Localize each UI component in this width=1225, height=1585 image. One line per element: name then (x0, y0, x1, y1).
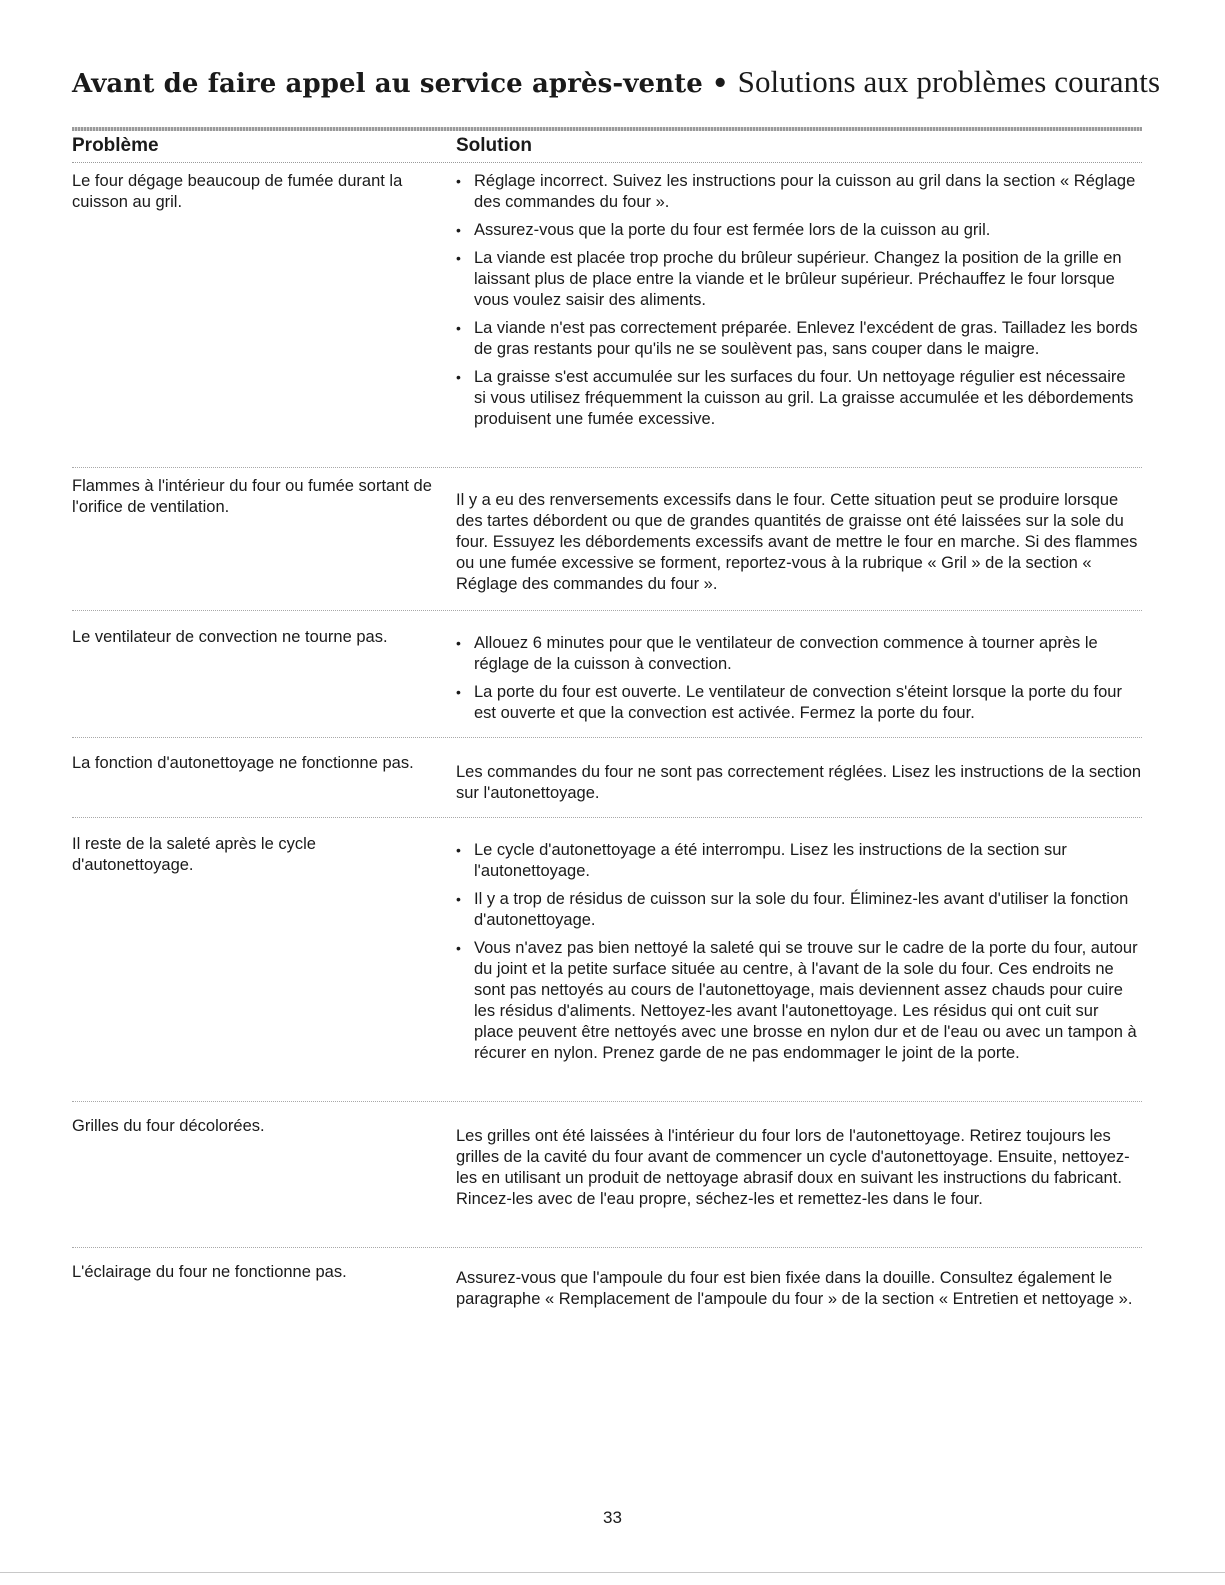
bullet-icon: • (456, 940, 461, 956)
solution-text: Allouez 6 minutes pour que le ventilateur de convection commence à tourner après le réglage de la cuisson à convection. (474, 634, 1098, 673)
title-separator-bullet: • (711, 69, 729, 99)
solution-text: Il y a trop de résidus de cuisson sur la sole du four. Éliminez-les avant d'utiliser la fonction d'autonettoyage. (474, 890, 1129, 929)
solution-text: Vous n'avez pas bien nettoyé la saleté qui se trouve sur le cadre de la porte du four, autour du joint et la petite surface située au centre, à l'avant de la sole du four. Ces endroits ne sont pas nettoyés au cours de l'autonettoyage, mais deviennent assez chauds pour cuire les résidus d'aliments. Nettoyez-les avant l'autonettoyage. Les résidus qui ont cuit sur place peuvent être nettoyés avec une brosse en nylon dur et de l'eau ou avec un tampon à récurer en nylon. Prenez garde de ne pas endommager le joint de la porte. (474, 939, 1138, 1062)
trouble-row (72, 738, 1142, 818)
bullet-icon: • (456, 369, 461, 385)
solution-list (456, 840, 1142, 1064)
solution-cell (456, 490, 1142, 595)
solution-cell (456, 762, 1142, 804)
solution-list (456, 633, 1142, 724)
solution-cell (456, 1268, 1142, 1310)
solution-text: La graisse s'est accumulée sur les surfaces du four. Un nettoyage régulier est nécessaire si vous utilisez fréquemment la cuisson au gril. La graisse accumulée et les débordements produisent une fumée excessive. (474, 368, 1134, 428)
solution-item (456, 318, 1142, 360)
trouble-row (72, 1102, 1142, 1248)
page-title-main: Avant de faire appel au service après-vente (72, 69, 703, 99)
column-header-problem: Problème (72, 135, 159, 156)
solution-text: La viande n'est pas correctement préparée. Enlevez l'excédent de gras. Tailladez les bords de gras restants pour qu'ils ne se soulèvent pas, sans couper dans le maigre. (474, 319, 1138, 358)
solution-text: Assurez-vous que la porte du four est fermée lors de la cuisson au gril. (474, 221, 991, 239)
solution-item (456, 840, 1142, 882)
column-header-solution: Solution (456, 135, 532, 156)
bullet-icon: • (456, 173, 461, 189)
title-divider (72, 127, 1142, 131)
bullet-icon: • (456, 250, 461, 266)
solution-item (456, 889, 1142, 931)
solution-text: Réglage incorrect. Suivez les instructions pour la cuisson au gril dans la section « Réglage des commandes du four ». (474, 172, 1136, 211)
trouble-row (72, 1248, 1142, 1348)
solution-text: Les grilles ont été laissées à l'intérieur du four lors de l'autonettoyage. Retirez toujours les grilles de la cavité du four avant de commencer un cycle d'autonettoyage. Ensuite, nettoyez-les en utilisant un produit de nettoyage abrasif doux en suivant les instructions du fabricant. Rincez-les avec de l'eau propre, séchez-les et remettez-les dans le four. (456, 1127, 1130, 1208)
problem-text: Le ventilateur de convection ne tourne pas. (72, 628, 388, 646)
problem-text: L'éclairage du four ne fonctionne pas. (72, 1263, 347, 1281)
trouble-row (72, 818, 1142, 1102)
trouble-row (72, 163, 1142, 468)
solution-item (456, 367, 1142, 430)
solution-text: La viande est placée trop proche du brûleur supérieur. Changez la position de la grille en laissant plus de place entre la viande et le brûleur supérieur. Préchauffez le four lorsque vous voulez saisir des aliments. (474, 249, 1122, 309)
solution-item (456, 633, 1142, 675)
solution-text: Le cycle d'autonettoyage a été interrompu. Lisez les instructions de la section sur l'autonettoyage. (474, 841, 1067, 880)
bullet-icon: • (456, 222, 461, 238)
problem-text: Grilles du four décolorées. (72, 1117, 265, 1135)
trouble-row (72, 468, 1142, 611)
bullet-icon: • (456, 684, 461, 700)
bullet-icon: • (456, 891, 461, 907)
solution-list (456, 171, 1142, 430)
trouble-row (72, 611, 1142, 738)
solution-text: La porte du four est ouverte. Le ventilateur de convection s'éteint lorsque la porte du four est ouverte et que la convection est activée. Fermez la porte du four. (474, 683, 1122, 722)
solution-text: Il y a eu des renversements excessifs dans le four. Cette situation peut se produire lorsque des tartes débordent ou que de grandes quantités de graisse ont été laissées sur la sole du four. Essuyez les débordements excessifs avant de mettre le four en marche. Si des flammes ou une fumée excessive se forment, reportez-vous à la rubrique « Gril » de la section « Réglage des commandes du four ». (456, 491, 1138, 593)
solution-cell (456, 171, 1142, 437)
bullet-icon: • (456, 842, 461, 858)
problem-text: Le four dégage beaucoup de fumée durant la cuisson au gril. (72, 172, 403, 211)
solution-item (456, 220, 1142, 241)
solution-cell (456, 1126, 1142, 1210)
solution-item (456, 938, 1142, 1064)
page-title (72, 62, 1172, 104)
bullet-icon: • (456, 635, 461, 651)
solution-text: Assurez-vous que l'ampoule du four est bien fixée dans la douille. Consultez également le paragraphe « Remplacement de l'ampoule du four » de la section « Entretien et nettoyage ». (456, 1269, 1133, 1308)
bullet-icon: • (456, 320, 461, 336)
problem-text: Il reste de la saleté après le cycle d'autonettoyage. (72, 835, 316, 874)
page-subtitle: Solutions aux problèmes courants (737, 64, 1161, 99)
solution-cell (456, 633, 1142, 731)
page-bottom-edge (0, 1572, 1225, 1573)
problem-text: Flammes à l'intérieur du four ou fumée sortant de l'orifice de ventilation. (72, 477, 432, 516)
solution-item (456, 171, 1142, 213)
solution-item (456, 682, 1142, 724)
problem-text: La fonction d'autonettoyage ne fonctionne pas. (72, 754, 414, 772)
page-number: 33 (603, 1508, 622, 1527)
solution-item (456, 248, 1142, 311)
solution-text: Les commandes du four ne sont pas correctement réglées. Lisez les instructions de la section sur l'autonettoyage. (456, 763, 1142, 802)
solution-cell (456, 840, 1142, 1071)
